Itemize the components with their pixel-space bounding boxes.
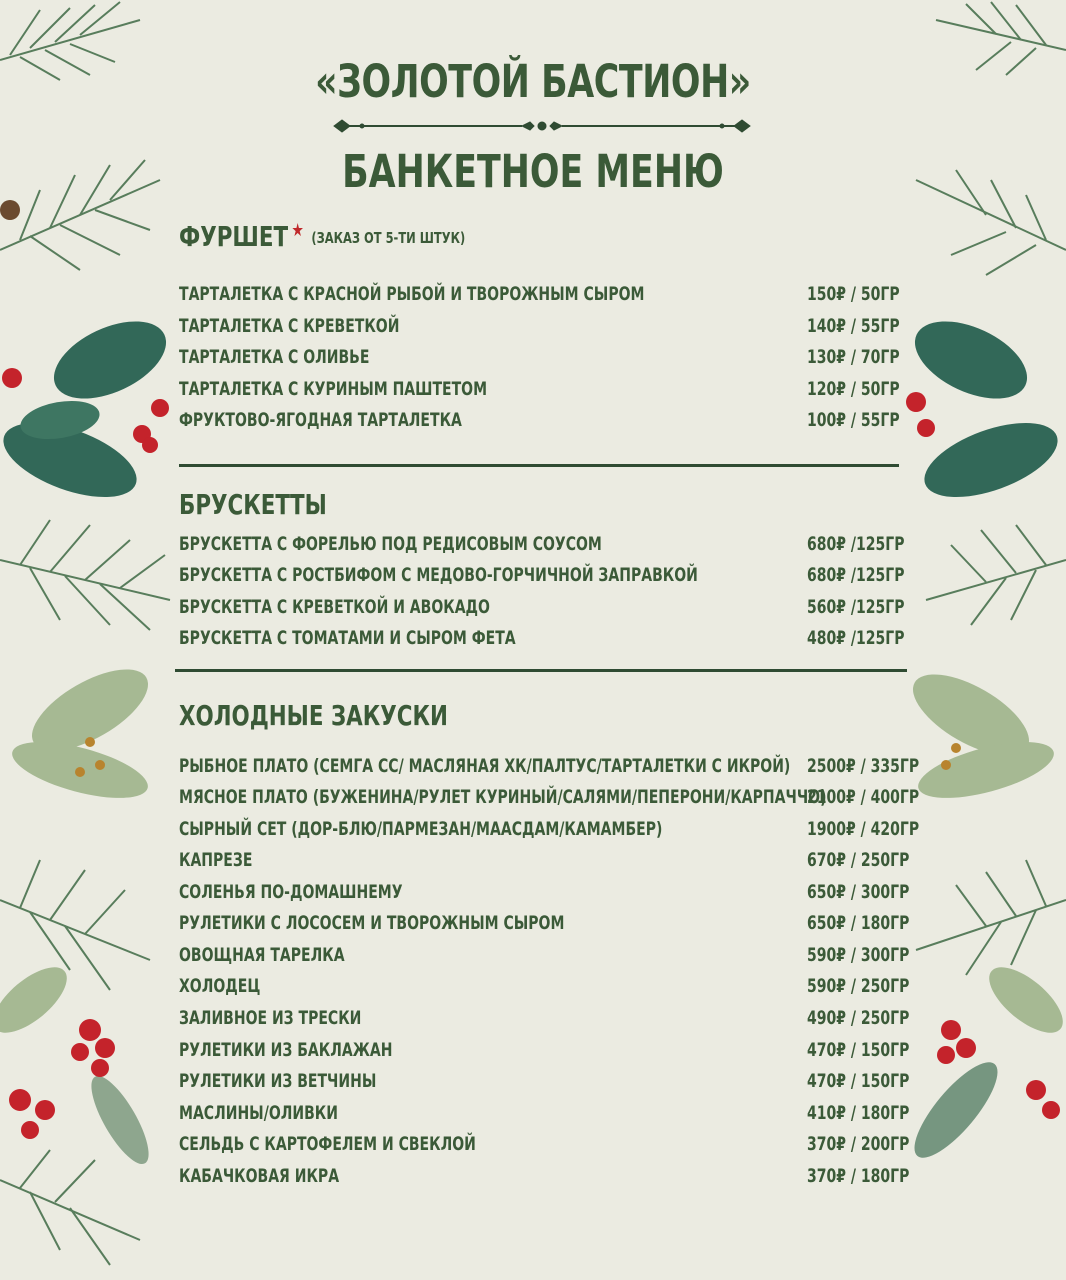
item-price: 410₽ / 180ГР (807, 1102, 910, 1124)
divider-ornament (332, 114, 752, 138)
item-price: 670₽ / 250ГР (807, 849, 910, 871)
menu-item (179, 283, 909, 307)
menu-item (179, 315, 909, 339)
menu-title: БАНКЕТНОЕ МЕНЮ (342, 145, 724, 198)
section-divider (175, 669, 907, 672)
star-icon: ★ (291, 220, 304, 241)
item-name: ТАРТАЛЕТКА С ОЛИВЬЕ (179, 346, 370, 368)
order-note: (ЗАКАЗ ОТ 5-ТИ ШТУК) (311, 229, 466, 247)
item-price: 590₽ / 300ГР (807, 944, 910, 966)
item-name: ОВОЩНАЯ ТАРЕЛКА (179, 944, 345, 966)
menu-item (179, 1165, 909, 1189)
item-name: БРУСКЕТТА С ТОМАТАМИ И СЫРОМ ФЕТА (179, 627, 516, 649)
item-price: 130₽ / 70ГР (807, 346, 900, 368)
item-price: 2500₽ / 335ГР (807, 755, 920, 777)
item-price: 150₽ / 50ГР (807, 283, 900, 305)
restaurant-name: «ЗОЛОТОЙ БАСТИОН» (315, 55, 751, 108)
menu-item (179, 818, 920, 842)
menu-item (179, 564, 909, 588)
item-price: 100₽ / 55ГР (807, 409, 900, 431)
item-name: БРУСКЕТТА С РОСТБИФОМ С МЕДОВО-ГОРЧИЧНОЙ ЗАПРАВКОЙ (179, 564, 698, 586)
menu-item (179, 1039, 909, 1063)
menu-item (179, 346, 909, 370)
item-price: 560₽ /125ГР (807, 596, 905, 618)
item-name: СЫРНЫЙ СЕТ (ДОР-БЛЮ/ПАРМЕЗАН/МААСДАМ/КАМАМБЕР) (179, 818, 663, 840)
item-name: БРУСКЕТТА С ФОРЕЛЬЮ ПОД РЕДИСОВЫМ СОУСОМ (179, 533, 602, 555)
item-price: 590₽ / 250ГР (807, 975, 910, 997)
menu-item (179, 627, 909, 651)
item-name: РУЛЕТИКИ С ЛОСОСЕМ И ТВОРОЖНЫМ СЫРОМ (179, 912, 565, 934)
item-name: РЫБНОЕ ПЛАТО (СЕМГА СС/ МАСЛЯНАЯ ХК/ПАЛТУС/ТАРТАЛЕТКИ С ИКРОЙ) (179, 755, 791, 777)
item-price: 1900₽ / 420ГР (807, 818, 920, 840)
menu-item (179, 596, 909, 620)
item-name: ТАРТАЛЕТКА С КРЕВЕТКОЙ (179, 315, 400, 337)
item-price: 650₽ / 300ГР (807, 881, 910, 903)
item-name: ХОЛОДЕЦ (179, 975, 261, 997)
item-price: 2100₽ / 400ГР (807, 786, 920, 808)
menu-item (179, 1070, 909, 1094)
menu-item (179, 849, 909, 873)
section-title: БРУСКЕТТЫ (179, 488, 327, 521)
item-price: 470₽ / 150ГР (807, 1039, 910, 1061)
item-name: ТАРТАЛЕТКА С КРАСНОЙ РЫБОЙ И ТВОРОЖНЫМ СЫРОМ (179, 283, 645, 305)
menu-item (179, 881, 909, 905)
item-name: КАБАЧКОВАЯ ИКРА (179, 1165, 340, 1187)
menu-item (179, 944, 909, 968)
item-price: 680₽ /125ГР (807, 564, 905, 586)
section-title: ХОЛОДНЫЕ ЗАКУСКИ (179, 699, 448, 732)
menu-item (179, 533, 909, 557)
menu-item (179, 1007, 909, 1031)
item-price: 120₽ / 50ГР (807, 378, 900, 400)
item-name: МАСЛИНЫ/ОЛИВКИ (179, 1102, 338, 1124)
section-title: ФУРШЕТ (179, 220, 289, 253)
menu-item (179, 409, 909, 433)
item-name: КАПРЕЗЕ (179, 849, 253, 871)
menu-item (179, 1133, 909, 1157)
section-heading-bruschetta (179, 488, 327, 521)
menu-item (179, 1102, 909, 1126)
menu-item (179, 378, 909, 402)
item-price: 680₽ /125ГР (807, 533, 905, 555)
menu-item (179, 975, 909, 999)
menu-item (179, 755, 920, 779)
item-name: ФРУКТОВО-ЯГОДНАЯ ТАРТАЛЕТКА (179, 409, 462, 431)
item-name: ТАРТАЛЕТКА С КУРИНЫМ ПАШТЕТОМ (179, 378, 488, 400)
item-name: СЕЛЬДЬ С КАРТОФЕЛЕМ И СВЕКЛОЙ (179, 1133, 476, 1155)
item-price: 370₽ / 180ГР (807, 1165, 910, 1187)
item-price: 480₽ /125ГР (807, 627, 905, 649)
item-name: СОЛЕНЬЯ ПО-ДОМАШНЕМУ (179, 881, 403, 903)
menu-item (179, 912, 909, 936)
item-price: 140₽ / 55ГР (807, 315, 900, 337)
item-name: РУЛЕТИКИ ИЗ ВЕТЧИНЫ (179, 1070, 377, 1092)
item-price: 370₽ / 200ГР (807, 1133, 910, 1155)
item-name: МЯСНОЕ ПЛАТО (БУЖЕНИНА/РУЛЕТ КУРИНЫЙ/САЛЯМИ/ПЕПЕРОНИ/КАРПАЧЧО) (179, 786, 827, 808)
item-name: РУЛЕТИКИ ИЗ БАКЛАЖАН (179, 1039, 393, 1061)
item-name: ЗАЛИВНОЕ ИЗ ТРЕСКИ (179, 1007, 362, 1029)
menu-item (179, 786, 920, 810)
section-divider (179, 464, 899, 467)
section-heading-furshet (179, 220, 465, 253)
item-price: 650₽ / 180ГР (807, 912, 910, 934)
item-price: 490₽ / 250ГР (807, 1007, 910, 1029)
section-heading-cold-appetizers (179, 699, 448, 732)
item-price: 470₽ / 150ГР (807, 1070, 910, 1092)
item-name: БРУСКЕТТА С КРЕВЕТКОЙ И АВОКАДО (179, 596, 490, 618)
